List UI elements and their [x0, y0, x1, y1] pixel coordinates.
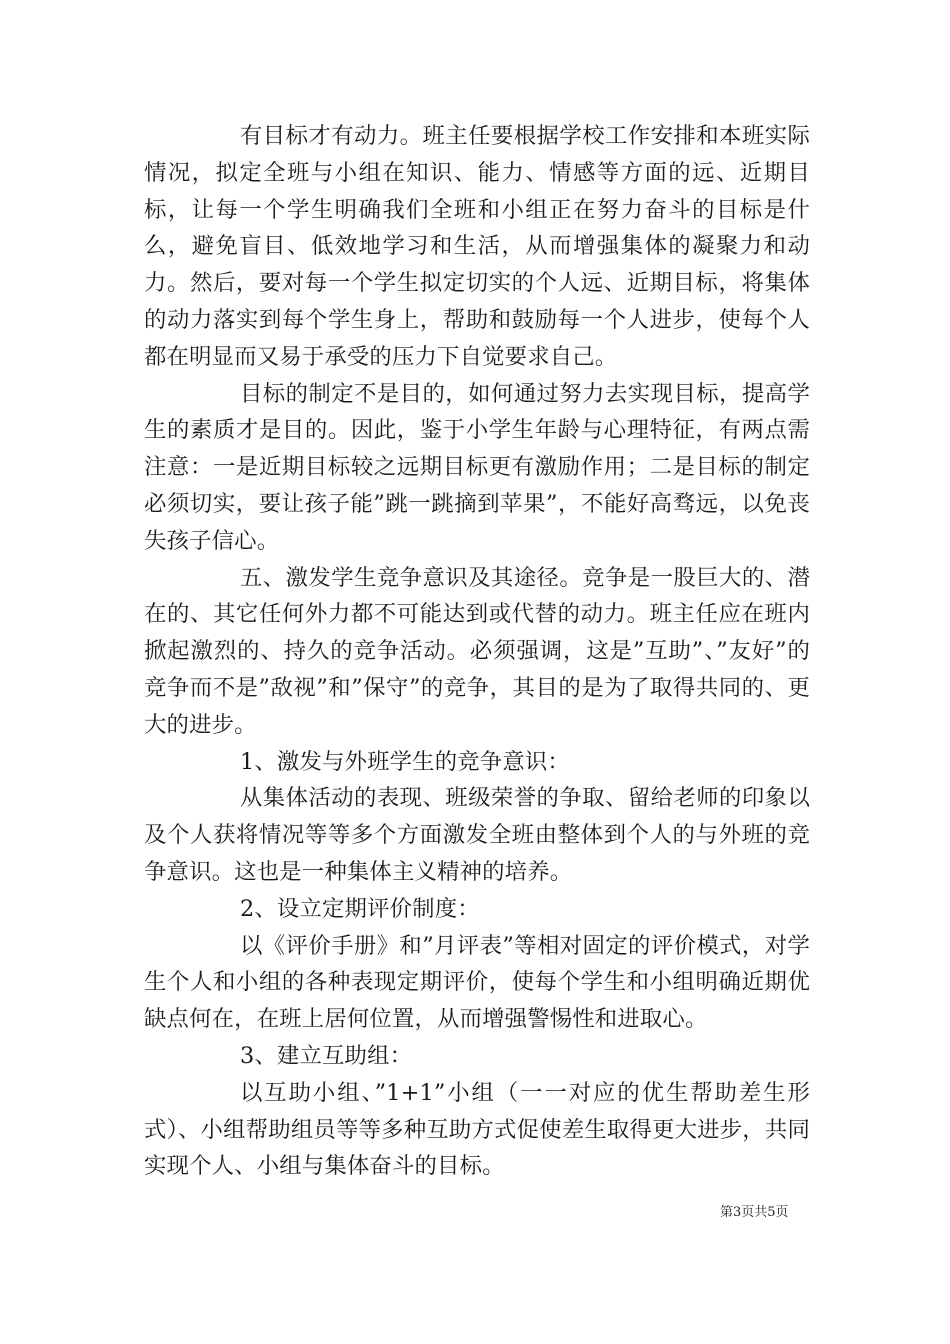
paragraph-goals-motivation: 有目标才有动力。班主任要根据学校工作安排和本班实际情况，拟定全班与小组在知识、能力、情感等方面的远、近期目标，让每一个学生明确我们全班和小组正在努力奋斗的目标是什么，避免盲目、低效地学习和生活，从而增强集体的凝聚力和动力。然后，要对每一个学生拟定切实的个人远、近期目标，将集体的动力落实到每个学生身上，帮助和鼓励每一个人进步，使每个人都在明显而又易于承受的压力下自觉要求自己。 [144, 123, 810, 370]
paragraph-periodic-evaluation: 以《评价手册》和”月评表”等相对固定的评价模式，对学生个人和小组的各种表现定期评价，使每个学生和小组明确近期优缺点何在，在班上居何位置，从而增强警惕性和进取心。 [144, 932, 810, 1033]
page-number: 第3页共5页 [720, 1205, 789, 1220]
paragraph-mutual-help-groups: 以互助小组、”1+1”小组（一一对应的优生帮助差生形式）、小组帮助组员等等多种互助方式促使差生取得更大进步，共同实现个人、小组与集体奋斗的目标。 [144, 1079, 810, 1180]
heading-mutual-help-groups: 3、建立互助组： [240, 1042, 413, 1069]
heading-inter-class-competition: 1、激发与外班学生的竞争意识： [240, 748, 570, 775]
heading-periodic-evaluation: 2、设立定期评价制度： [240, 895, 480, 922]
document-body [144, 118, 810, 1185]
paragraph-competition: 五、激发学生竞争意识及其途径。竞争是一股巨大的、潜在的、其它任何外力都不可能达到或代替的动力。班主任应在班内掀起激烈的、持久的竞争活动。必须强调，这是”互助”、”友好”的竞争而不是”敌视”和”保守”的竞争，其目的是为了取得共同的、更大的进步。 [144, 564, 810, 738]
paragraph-inter-class-competition: 从集体活动的表现、班级荣誉的争取、留给老师的印象以及个人获将情况等等多个方面激发全班由整体到个人的与外班的竞争意识。这也是一种集体主义精神的培养。 [144, 785, 810, 885]
paragraph-goal-setting: 目标的制定不是目的，如何通过努力去实现目标，提高学生的素质才是目的。因此，鉴于小学生年龄与心理特征，有两点需注意：一是近期目标较之远期目标更有激励作用；二是目标的制定必须切实，要让孩子能”跳一跳摘到苹果”，不能好高骛远，以免丧失孩子信心。 [144, 380, 810, 554]
